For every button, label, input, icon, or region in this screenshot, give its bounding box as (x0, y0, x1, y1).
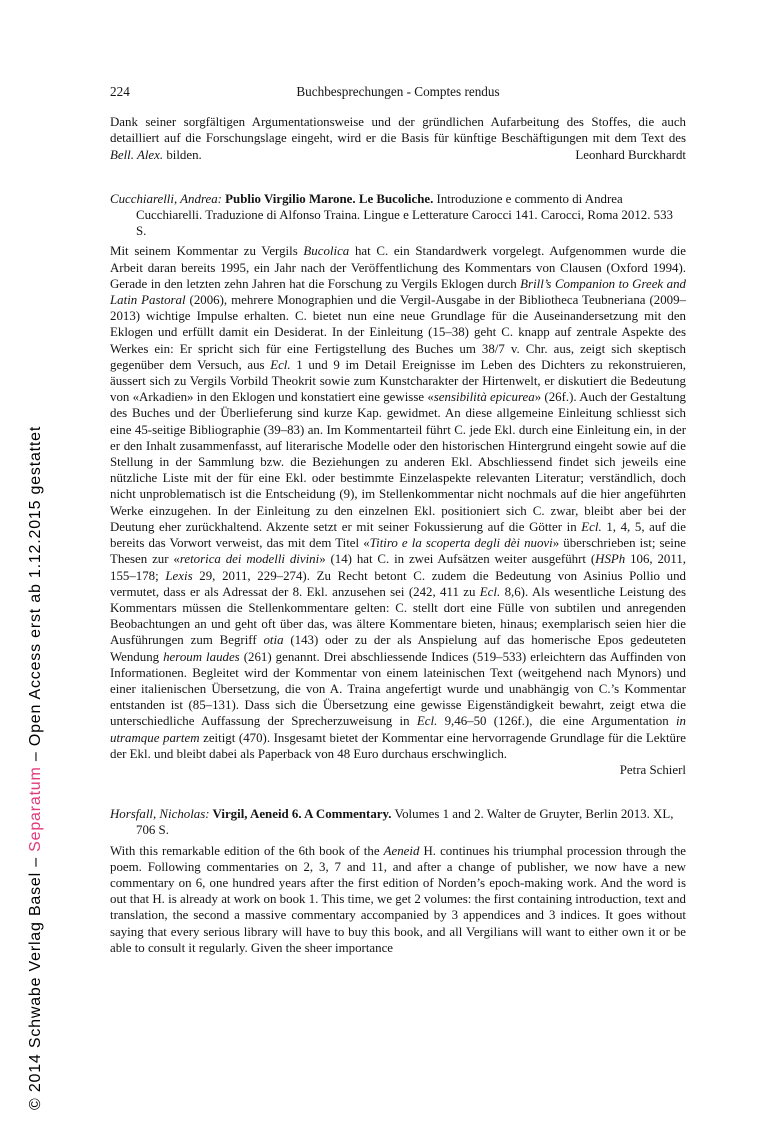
page-header (110, 84, 686, 100)
page-content (110, 84, 686, 956)
review-heading: Cucchiarelli, Andrea: Publio Virgilio Marone. Le Bucoliche. Introduzione e commento di Andrea Cucchiarelli. Traduzione di Alfonso Traina. Lingue e Letterature Carocci 141. Carocci, Roma 2012. 533 S. (110, 191, 673, 239)
reviewer-signature: Leonhard Burckhardt (575, 147, 686, 162)
review-horsfall (110, 806, 686, 956)
reviewer-signature: Petra Schierl (619, 762, 686, 777)
review-text: Mit seinem Kommentar zu Vergils Bucolica hat C. ein Standardwerk vorgelegt. Aufgenommen wurde die Arbeit daran bereits 1995, ein Jahr nach der Veröffentlichung des Kommentars von Clausen (Oxford 1994). Gerade in den letzten zehn Jahren hat die Forschung zu Vergils Eklogen durch Brill’s Companion to Greek and Latin Pastoral (2006), mehrere Monographien und die Vergil-Ausgabe in der Bibliotheca Teubneriana (2009–2013) wichtige Impulse erhalten. C. bietet nun eine neue Grundlage für die Auseinandersetzung mit den Eklogen und erfüllt damit ein Desiderat. In der Einleitung (15–38) geht C. knapp auf zentrale Aspekte des Werkes ein: Er spricht sich für eine Fertigstellung des Buches um 38/7 v. Chr. aus, zeigt sich skeptisch gegenüber dem Versuch, aus Ecl. 1 und 9 im Detail Ereignisse im Leben des Dichters zu rekonstruieren, äussert sich zu Vergils Vorbild Theokrit sowie zum Kunstcharakter der Hirtenwelt, er diskutiert die Bedeutung von «Arkadien» in den Eklogen und konstatiert eine gewisse «sensibilità epicurea» (26f.). Auch der Gestaltung des Buches und der Überlieferung sind kurze Kap. gewidmet. An diese allgemeine Einleitung schliesst sich eine 45-seitige Bibliographie (39–83) an. Im Kommentarteil führt C. jede Ekl. durch eine Einleitung ein, in der er den Inhalt zusammenfasst, auf literarische Modelle oder den historischen Hintergrund eingeht sowie auf die Stellung in der Sammlung bzw. die Beziehungen zu anderen Ekl. Abschliessend findet sich jeweils eine nützliche Liste mit der für eine Ekl. oder bestimmte Einzelaspekte relevanten Literatur; verständlich, doch nicht unproblematisch ist die Entscheidung (9), im Stellenkommentar nicht nochmals auf die hier angeführten Werke einzugehen. In der Einleitung zu den einzelnen Ekl. positioniert sich C. zwar, bleibt aber bei der Deutung eher zurückhaltend. Akzente setzt er mit seiner Fokussierung auf die Götter in Ecl. 1, 4, 5, auf die bereits das Vorwort verweist, das mit dem Titel «Titiro e la scoperta degli dèi nuovi» überschrieben ist; seine Thesen zur «retorica dei modelli divini» (14) hat C. in zwei Aufsätzen weiter ausgeführt (HSPh 106, 2011, 155–178; Lexis 29, 2011, 229–274). Zu Recht betont C. zudem die Bedeutung von Asinius Pollio und vermutet, dass er als Adressat der 8. Ekl. anzusehen sei (242, 411 zu Ecl. 8,6). Als wesentliche Leistung des Kommentars müssen die Stellenkommentare gelten: C. stellt dort eine Fülle von subtilen und anregenden Beobachtungen an und geht oft über das, was ältere Kommentare bieten, hinaus; exemplarisch seien hier die Ausführungen zum Begriff otia (143) oder zu der als Anspielung auf das homerische Epos gedeuteten Wendung heroum laudes (261) genannt. Drei abschliessende Indices (519–533) erleichtern das Auffinden von Informationen. Begleitet wird der Kommentar von einem lateinischen Text (weitgehend nach Mynors) und einer italienischen Übersetzung, die von A. Traina angefertigt wurde und unabhängig von C.’s Kommentar entstanden ist (85–131). Dass sich die Übersetzung eine gewisse Eigenständigkeit bewahrt, zeigt etwa die unterschiedliche Auffassung der Sprecherzuweisung in Ecl. 9,46–50 (126f.), die eine Argumentation in utramque partem zeitigt (470). Insgesamt bietet der Kommentar eine hervorragende Grundlage für die Lektüre der Ekl. und bleibt dabei als Paperback von 48 Euro durchaus erschwinglich. (110, 244, 687, 761)
page-number: 224 (110, 84, 130, 99)
review-cucchiarelli (110, 191, 686, 778)
copyright-sidebar: © 2014 Schwabe Verlag Basel – Separatum – Open Access erst ab 1.12.2015 gestattet (27, 425, 44, 1110)
review-text: With this remarkable edition of the 6th book of the Aeneid H. continues his triumphal procession through the poem. Following commentaries on 2, 3, 7 and 11, and after a change of publisher, we now have a new commentary on 6, one hundred years after the first edition of Norden’s epoch-making work. And the word is out that H. is already at work on book 1. This time, we get 2 volumes: the first containing introduction, text and translation, the second a massive commentary accompanied by 3 appendices and 3 indices. It goes without saying that every serious library will have to buy this book, and all Vergilians will want to either own it or be able to consult it regularly. Given the sheer importance (110, 843, 686, 955)
review-heading: Horsfall, Nicholas: Virgil, Aeneid 6. A Commentary. Volumes 1 and 2. Walter de Gruyter, Berlin 2013. XL, 706 S. (110, 807, 674, 838)
review-text: Dank seiner sorgfältigen Argumentationsweise und der gründlichen Aufarbeitung des Stoffes, die auch detailliert auf die Forschungslage eingeht, wird er die Basis für künftige Beschäftigungen mit dem Text des Bell. Alex. bilden. (110, 115, 686, 162)
running-title: Buchbesprechungen - Comptes rendus (296, 84, 500, 99)
review-bell-alex-conclusion (110, 114, 686, 163)
